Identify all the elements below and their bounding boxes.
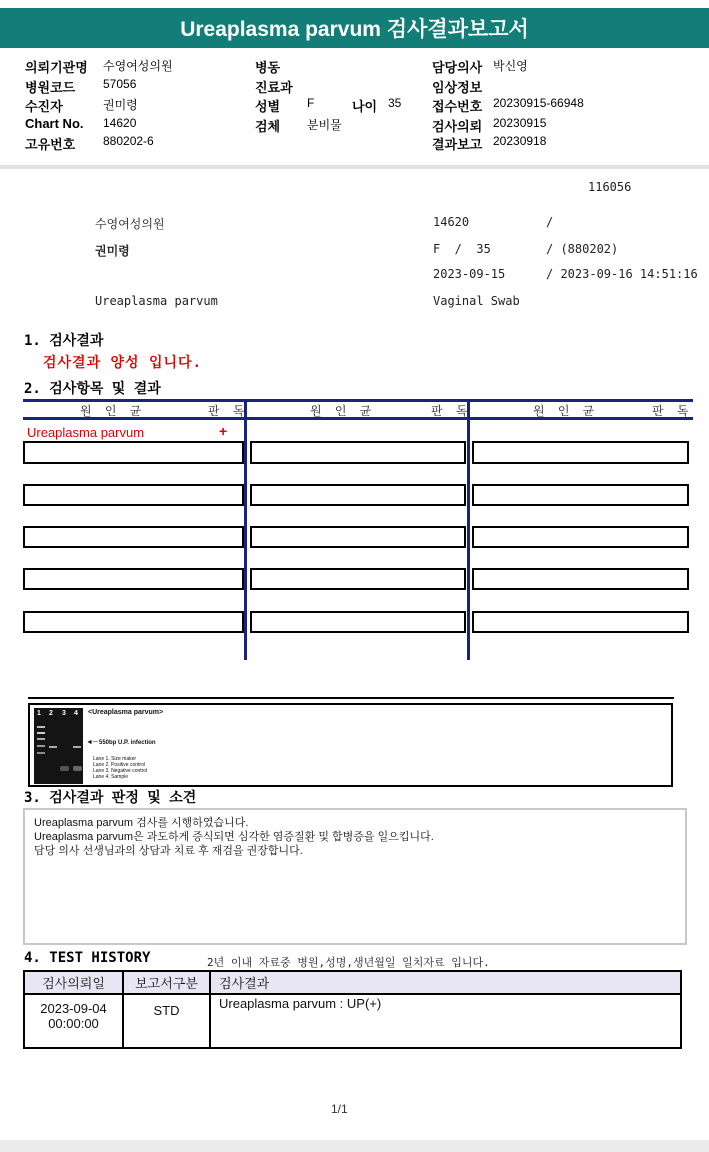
opinion-box [23,808,687,945]
unique-label: 고유번호 [25,137,76,152]
info-clinic: 수영여성의원 [95,217,165,231]
result-slot [23,568,244,590]
gel-lane-2: 2 [49,710,53,717]
report-header [0,48,709,165]
history-note: 2년 이내 자료중 병원,성명,생년월일 일치자료 입니다. [207,956,490,969]
gel-legend-item: Lane 4. Sample [93,774,129,780]
dept-label: 진료과 [255,80,293,95]
result-slot [23,484,244,506]
gel-lane-1: 1 [37,710,41,717]
age-label: 나이 [352,99,378,114]
result-slot [250,568,466,590]
ward-label: 병동 [255,60,281,75]
info-sex-age: F / 35 [433,242,491,256]
receipt-label: 접수번호 [432,99,483,114]
history-result: Ureaplasma parvum : UP(+) [210,994,681,1048]
id-number: 116056 [588,180,632,194]
result-item-judgement: + [219,423,228,439]
history-col-type: 보고서구분 [123,971,210,994]
opinion-line: Ureaplasma parvum은 과도하게 증식되면 심각한 염증질환 및 합병증을 일으킵니다. [34,831,434,843]
hospital-code-value: 57056 [103,77,137,91]
history-col-result: 검사결과 [210,971,681,994]
col2-judgement-header: 판 독 [431,404,471,418]
info-slash: / [546,215,554,229]
specimen-value: 분비물 [307,118,342,132]
history-col-date: 검사의뢰일 [24,971,123,994]
gel-title: <Ureaplasma parvum> [88,709,164,716]
result-slot [23,611,244,633]
section1-heading: 1. 검사결과 [24,333,104,349]
gel-lane-4: 4 [74,710,78,717]
gel-arrow-icon: ◄─ [86,739,98,746]
footer-bar [0,1140,709,1152]
institution-value: 수영여성의원 [103,59,173,73]
hospital-code-label: 병원코드 [25,80,76,95]
gel-legend-item: Lane 1. Size maker [93,756,137,762]
history-date: 2023-09-04 [40,1001,107,1016]
result-slot [250,526,466,548]
chart-label: Chart No. [25,116,84,131]
column-divider-1 [244,399,247,660]
doctor-label: 담당의사 [432,60,483,75]
gel-image [34,708,83,784]
col1-pathogen-header: 원 인 균 [80,404,145,418]
gel-lane-3: 3 [62,710,66,717]
receipt-value: 20230915-66948 [493,96,584,110]
info-collect-date: 2023-09-15 [433,267,506,281]
gel-legend-item: Lane 3. Negative control [93,768,148,774]
info-specimen: Vaginal Swab [433,294,520,308]
patient-label: 수진자 [25,99,63,114]
gel-legend [93,756,147,780]
history-header-row [24,971,681,994]
section4-heading: 4. TEST HISTORY [24,950,151,966]
sex-label: 성별 [255,99,281,114]
result-slot [472,441,689,464]
result-slot [250,484,466,506]
col3-pathogen-header: 원 인 균 [533,404,598,418]
history-table [23,970,682,1049]
unique-value: 880202-6 [103,134,154,148]
specimen-label: 검체 [255,119,281,134]
age-value: 35 [388,96,402,110]
opinion-line: Ureaplasma parvum 검사를 시행하였습니다. [34,817,249,829]
result-slot [250,611,466,633]
table-row [24,994,681,1048]
history-type: STD [123,994,210,1048]
info-name: 권미령 [95,244,130,258]
request-value: 20230915 [493,116,547,130]
col2-pathogen-header: 원 인 균 [310,404,375,418]
column-divider-2 [467,399,470,660]
result-slot [472,526,689,548]
info-test: Ureaplasma parvum [95,294,218,308]
institution-label: 의뢰기관명 [25,60,88,75]
col3-judgement-header: 판 독 [652,404,692,418]
chart-value: 14620 [103,116,137,130]
gel-band-label: 550bp U.P. infection [99,740,156,746]
report-title: Ureaplasma parvum 검사결과보고서 [0,8,709,48]
header-divider [0,165,709,169]
history-date-cell [24,994,123,1048]
report-value: 20230918 [493,134,547,148]
request-label: 검사의뢰 [432,119,483,134]
section2-heading: 2. 검사항목 및 결과 [24,381,161,397]
result-item-pathogen: Ureaplasma parvum [27,425,145,440]
gel-legend-item: Lane 2. Positive control [93,762,145,768]
gel-top-rule [28,697,674,699]
section3-heading: 3. 검사결과 판정 및 소견 [24,790,197,806]
patient-value: 권미령 [103,98,138,112]
sex-value: F [307,96,315,110]
result-slot [23,441,244,464]
result-slot [472,568,689,590]
result-slot [23,526,244,548]
info-report-datetime: / 2023-09-16 14:51:16 [546,267,698,281]
page-number: 1/1 [331,1102,348,1116]
col1-judgement-header: 판 독 [208,404,248,418]
report-label: 결과보고 [432,137,483,152]
gel-panel [28,703,673,787]
info-chart: 14620 [433,215,470,229]
doctor-value: 박신영 [493,59,528,73]
info-birth: / (880202) [546,242,619,256]
result-slot [472,484,689,506]
clinical-label: 임상정보 [432,80,483,95]
opinion-line: 담당 의사 선생님과의 상담과 치료 후 재검을 권장합니다. [34,845,303,857]
history-time: 00:00:00 [48,1016,99,1031]
result-positive-text: 검사결과 양성 입니다. [43,355,203,371]
result-slot [472,611,689,633]
result-slot [250,441,466,464]
